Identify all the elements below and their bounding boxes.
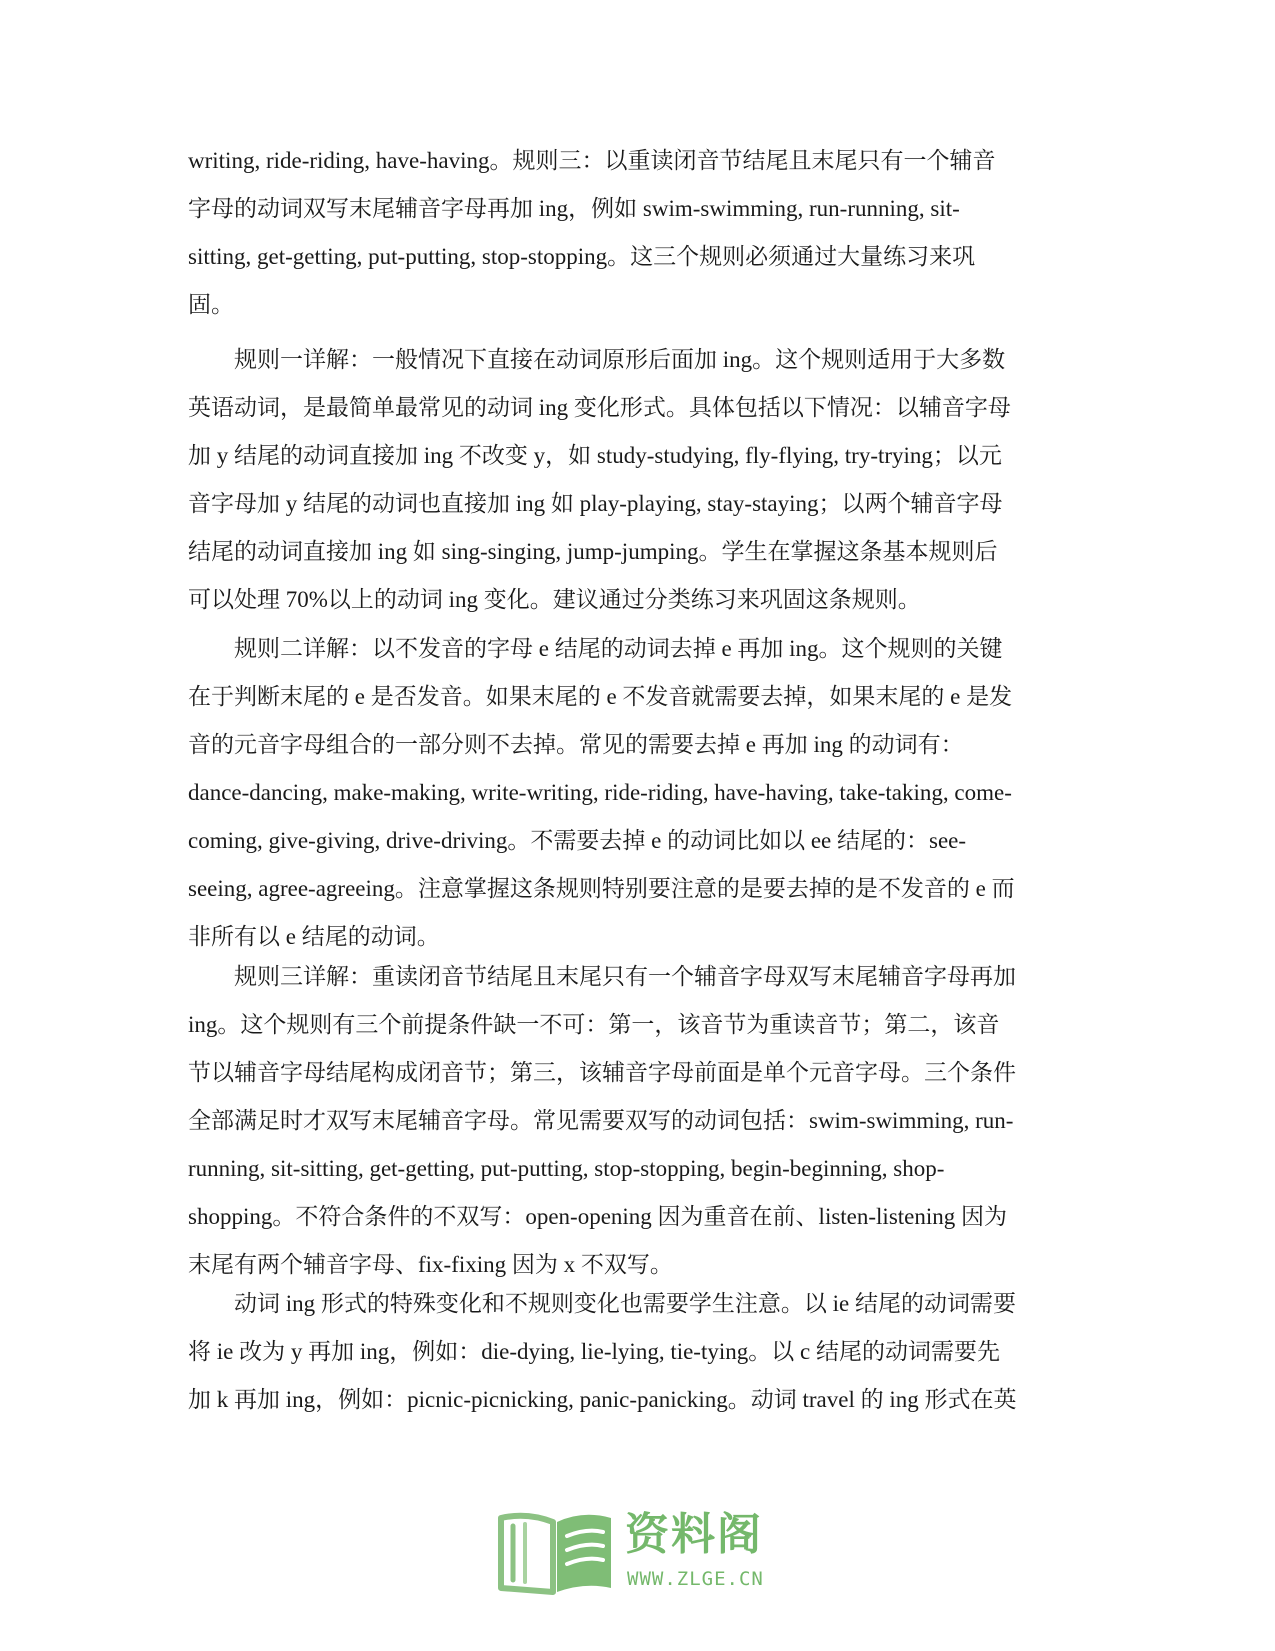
text-line: writing, ride-riding, have-having。规则三：以重读闭音节结尾且末尾只有一个辅音 xyxy=(188,148,996,173)
text-line: 动词 ing 形式的特殊变化和不规则变化也需要学生注意。以 ie 结尾的动词需要 xyxy=(188,1291,1016,1316)
text-line: 在于判断末尾的 e 是否发音。如果末尾的 e 不发音就需要去掉，如果末尾的 e 是发 xyxy=(188,684,1013,709)
open-book-icon xyxy=(495,1508,617,1596)
text-line: 规则一详解：一般情况下直接在动词原形后面加 ing。这个规则适用于大多数 xyxy=(188,347,1006,372)
paragraph-2 xyxy=(188,336,1088,624)
text-line: 英语动词，是最简单最常见的动词 ing 变化形式。具体包括以下情况：以辅音字母 xyxy=(188,395,1011,420)
paragraph-5 xyxy=(188,1280,1088,1424)
text-line: 节以辅音字母结尾构成闭音节；第三，该辅音字母前面是单个元音字母。三个条件 xyxy=(188,1060,1016,1085)
text-line: seeing, agree-agreeing。注意掌握这条规则特别要注意的是要去掉的是不发音的 e 而 xyxy=(188,876,1015,901)
text-line: coming, give-giving, drive-driving。不需要去掉 e 的动词比如以 ee 结尾的：see- xyxy=(188,828,967,853)
watermark-name: 资料阁 xyxy=(625,1509,763,1560)
text-line: ing。这个规则有三个前提条件缺一不可：第一，该音节为重读音节；第二，该音 xyxy=(188,1012,1000,1037)
watermark-url: WWW.ZLGE.CN xyxy=(627,1568,764,1590)
text-line: 加 y 结尾的动词直接加 ing 不改变 y，如 study-studying, fly-flying, try-trying；以元 xyxy=(188,443,1002,468)
paragraph-3 xyxy=(188,625,1088,961)
paragraph-4 xyxy=(188,953,1088,1289)
text-line: running, sit-sitting, get-getting, put-putting, stop-stopping, begin-beginning, shop- xyxy=(188,1156,945,1181)
text-line: 音字母加 y 结尾的动词也直接加 ing 如 play-playing, stay-staying；以两个辅音字母 xyxy=(188,491,1003,516)
text-line: 加 k 再加 ing，例如：picnic-picnicking, panic-panicking。动词 travel 的 ing 形式在英 xyxy=(188,1387,1017,1412)
text-line: 音的元音字母组合的一部分则不去掉。常见的需要去掉 e 再加 ing 的动词有： xyxy=(188,732,964,757)
text-line: sitting, get-getting, put-putting, stop-stopping。这三个规则必须通过大量练习来巩 xyxy=(188,244,976,269)
text-line: 将 ie 改为 y 再加 ing，例如：die-dying, lie-lying, tie-tying。以 c 结尾的动词需要先 xyxy=(188,1339,1000,1364)
text-line: dance-dancing, make-making, write-writing, ride-riding, have-having, take-taking, come- xyxy=(188,780,1012,805)
text-line: 结尾的动词直接加 ing 如 sing-singing, jump-jumping。学生在掌握这条基本规则后 xyxy=(188,539,998,564)
text-line: 字母的动词双写末尾辅音字母再加 ing，例如 swim-swimming, run-running, sit- xyxy=(188,196,960,221)
text-line: 可以处理 70%以上的动词 ing 变化。建议通过分类练习来巩固这条规则。 xyxy=(188,587,921,612)
text-line: 非所有以 e 结尾的动词。 xyxy=(188,924,440,949)
watermark-logo xyxy=(495,1508,795,1596)
text-line: 全部满足时才双写末尾辅音字母。常见需要双写的动词包括：swim-swimming, run- xyxy=(188,1108,1014,1133)
paragraph-1 xyxy=(188,137,1088,329)
text-line: shopping。不符合条件的不双写：open-opening 因为重音在前、listen-listening 因为 xyxy=(188,1204,1008,1229)
text-line: 固。 xyxy=(188,292,234,317)
text-line: 末尾有两个辅音字母、fix-fixing 因为 x 不双写。 xyxy=(188,1252,673,1277)
text-line: 规则三详解：重读闭音节结尾且末尾只有一个辅音字母双写末尾辅音字母再加 xyxy=(188,964,1016,989)
text-line: 规则二详解：以不发音的字母 e 结尾的动词去掉 e 再加 ing。这个规则的关键 xyxy=(188,636,1003,661)
